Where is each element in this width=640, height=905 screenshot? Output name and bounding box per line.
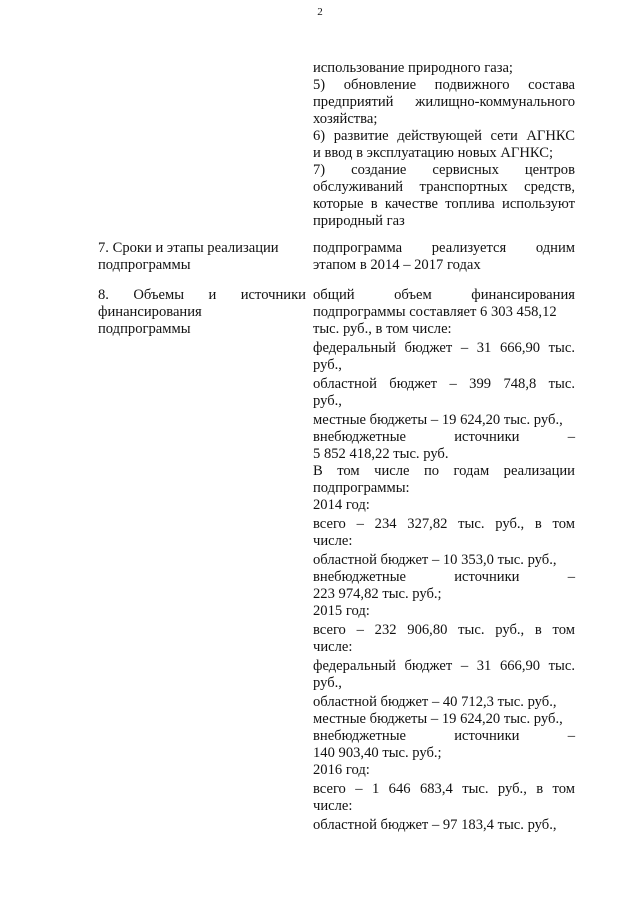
text-line: руб., [313,393,342,409]
text-line: числе: [313,533,353,549]
text-line: подпрограммы: [313,480,410,496]
text-line: тыс. руб., в том числе: [313,321,452,337]
text-line: 223 974,82 тыс. руб.; [313,586,442,602]
text-line: В том числе по годам реализации [313,463,575,479]
text-line: внебюджетные источники – [313,429,575,445]
text-line: финансирования [98,304,202,320]
section-8-label [98,287,306,338]
text-line: местные бюджеты – 19 624,20 тыс. руб., [313,412,563,428]
text-line: подпрограммы составляет 6 303 458,12 [313,304,557,320]
continuation-block [313,60,575,230]
text-line: руб., [313,357,342,373]
section-7-label [98,240,306,274]
text-line: обслуживаний транспортных средств, [313,179,575,195]
section-8-value [313,287,575,834]
text-line: этапом в 2014 – 2017 годах [313,257,481,273]
section-7-value [313,240,575,274]
text-line: подпрограмма реализуется одним [313,240,575,256]
text-line: 2015 год: [313,603,370,619]
page-number: 2 [317,6,323,18]
text-line: которые в качестве топлива используют [313,196,575,212]
text-line: всего – 232 906,80 тыс. руб., в том [313,622,575,638]
text-line: общий объем финансирования [313,287,575,303]
text-line: предприятий жилищно-коммунального [313,94,575,110]
text-line: подпрограммы [98,321,191,337]
text-line: всего – 234 327,82 тыс. руб., в том [313,516,575,532]
text-line: областной бюджет – 40 712,3 тыс. руб., [313,694,557,710]
text-line: внебюджетные источники – [313,728,575,744]
text-line: 7) создание сервисных центров [313,162,575,178]
text-line: областной бюджет – 399 748,8 тыс. [313,376,575,392]
text-line: 140 903,40 тыс. руб.; [313,745,442,761]
text-line: и ввод в эксплуатацию новых АГНКС; [313,145,554,161]
text-line: 8. Объемы и источники [98,287,306,303]
text-line: областной бюджет – 97 183,4 тыс. руб., [313,817,557,833]
text-line: местные бюджеты – 19 624,20 тыс. руб., [313,711,563,727]
text-line: 2016 год: [313,762,370,778]
text-line: 6) развитие действующей сети АГНКС [313,128,575,144]
text-line: 7. Сроки и этапы реализации [98,240,279,256]
text-line: природный газ [313,213,405,229]
text-line: использование природного газа; [313,60,513,76]
text-line: числе: [313,798,353,814]
text-line: числе: [313,639,353,655]
text-line: 5) обновление подвижного состава [313,77,575,93]
text-line: всего – 1 646 683,4 тыс. руб., в том [313,781,575,797]
text-line: областной бюджет – 10 353,0 тыс. руб., [313,552,557,568]
text-line: руб., [313,675,342,691]
text-line: федеральный бюджет – 31 666,90 тыс. [313,340,575,356]
text-line: федеральный бюджет – 31 666,90 тыс. [313,658,575,674]
text-line: 2014 год: [313,497,370,513]
text-line: подпрограммы [98,257,191,273]
text-line: внебюджетные источники – [313,569,575,585]
text-line: 5 852 418,22 тыс. руб. [313,446,449,462]
text-line: хозяйства; [313,111,378,127]
